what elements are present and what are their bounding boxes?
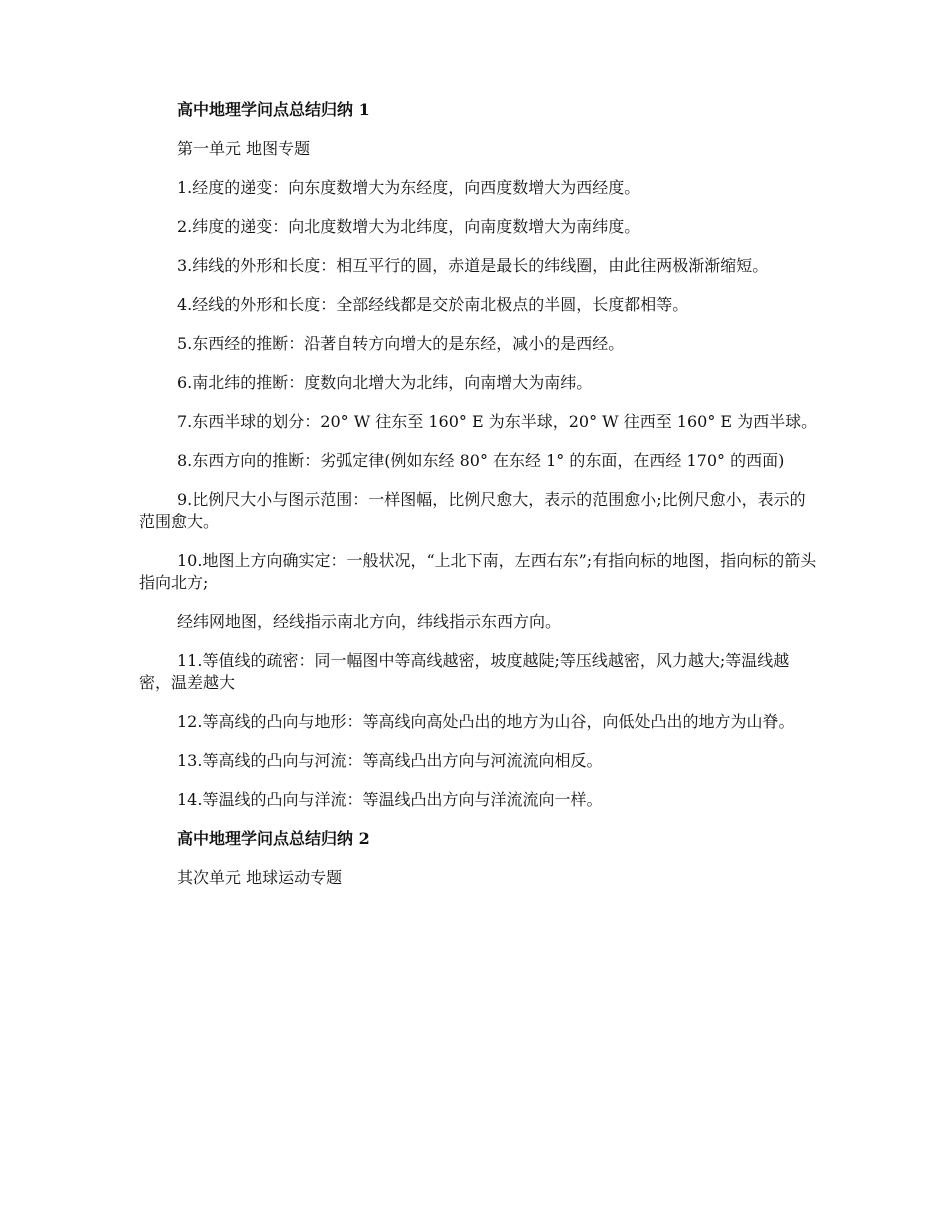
document-body: [139, 99, 819, 889]
paragraph-item-13: 13.等高线的凸向与河流：等高线凸出方向与河流流向相反。: [177, 751, 603, 770]
paragraph-item-4: 4.经线的外形和长度：全部经线都是交於南北极点的半圆，长度都相等。: [177, 295, 689, 314]
paragraph-item-3: 3.纬线的外形和长度：相互平行的圆，赤道是最长的纬线圈，由此往两极渐渐缩短。: [177, 256, 769, 275]
section-title-2: 高中地理学问点总结归纳 2: [177, 829, 370, 848]
paragraph-item-6: 6.南北纬的推断：度数向北增大为北纬，向南增大为南纬。: [177, 373, 593, 392]
paragraph-item-11: 11.等值线的疏密：同一幅图中等高线越密，坡度越陡;等压线越密，风力越大;等温线越密，温差越大: [139, 651, 790, 692]
paragraph-item-5: 5.东西经的推断：沿著自转方向增大的是东经，减小的是西经。: [177, 334, 625, 353]
paragraph-item-2: 2.纬度的递变：向北度数增大为北纬度，向南度数增大为南纬度。: [177, 217, 641, 236]
paragraph-item-12: 12.等高线的凸向与地形：等高线向高处凸出的地方为山谷，向低处凸出的地方为山脊。: [177, 712, 795, 731]
unit-heading-1: 第一单元 地图专题: [177, 139, 311, 158]
section-title-1: 高中地理学问点总结归纳 1: [177, 100, 370, 119]
paragraph-item-7: 7.东西半球的划分：20° W 往东至 160° E 为东半球，20° W 往西至 160° E 为西半球。: [177, 412, 818, 431]
paragraph-item-8: 8.东西方向的推断：劣弧定律(例如东经 80° 在东经 1° 的东面，在西经 170° 的西面): [177, 451, 785, 470]
paragraph-item-9: 9.比例尺大小与图示范围：一样图幅，比例尺愈大，表示的范围愈小;比例尺愈小，表示的范围愈大。: [139, 490, 806, 531]
unit-heading-2: 其次单元 地球运动专题: [177, 868, 343, 887]
paragraph-item-1: 1.经度的递变：向东度数增大为东经度，向西度数增大为西经度。: [177, 178, 641, 197]
paragraph-item-10: 10.地图上方向确实定：一般状况，“上北下南，左西右东”;有指向标的地图，指向标的箭头指向北方;: [139, 551, 817, 592]
paragraph-item-10-continued: 经纬网地图，经线指示南北方向，纬线指示东西方向。: [177, 612, 562, 631]
paragraph-item-14: 14.等温线的凸向与洋流：等温线凸出方向与洋流流向一样。: [177, 790, 603, 809]
